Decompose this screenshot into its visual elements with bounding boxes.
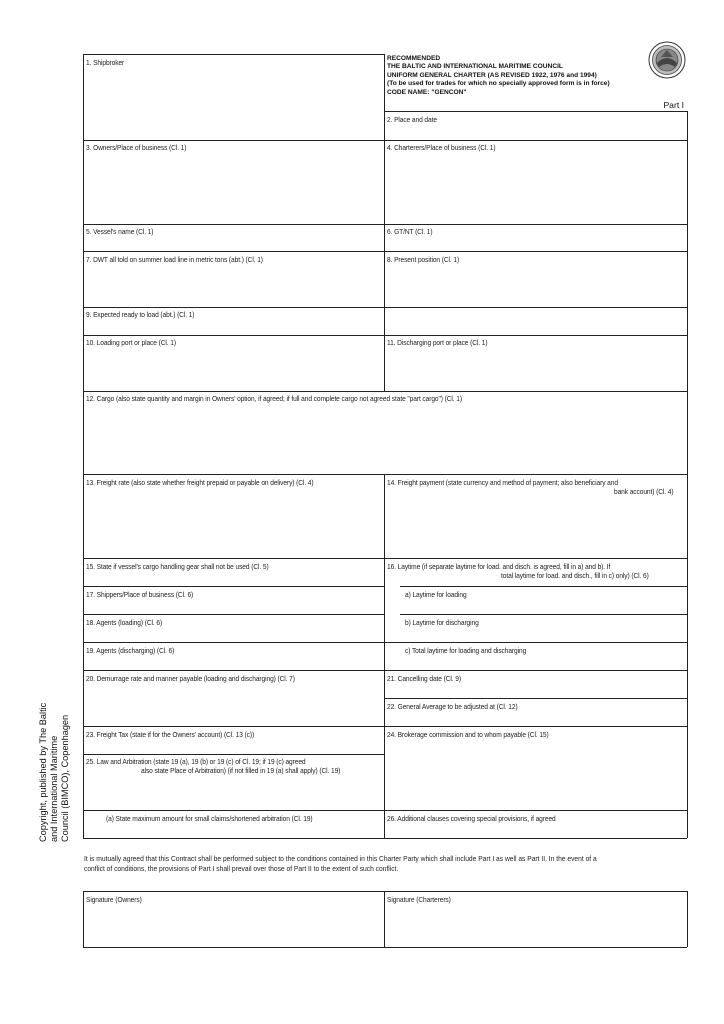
copyright-notice [38,703,72,842]
header-council: THE BALTIC AND INTERNATIONAL MARITIME COUNCIL [387,63,563,71]
box-25a-small-claims: (a) State maximum amount for small claims/shortened arbitration (Cl. 19) [106,814,313,823]
box-14-freight-payment-cont: bank account) (Cl. 4) [614,487,674,496]
copyright-line-3: Council (BIMCO), Copenhagen [60,714,71,842]
box-7-dwt: 7. DWT all told on summer load line in metric tons (abt.) (Cl. 1) [86,255,263,264]
box-25-law-arbitration-cont: also state Place of Arbitration) (if not filled in 19 (a) shall apply) (Cl. 19) [141,766,341,775]
copyright-line-2: and International Maritime [49,735,60,842]
box-17-shippers: 17. Shippers/Place of business (Cl. 6) [86,590,194,599]
box-16a-laytime-loading: a) Laytime for loading [405,590,467,599]
box-16-laytime-cont: total laytime for load. and disch., fill in c) only) (Cl. 6) [501,571,649,580]
box-6-gt-nt: 6. GT/NT (Cl. 1) [387,227,433,236]
box-1-shipbroker: 1. Shipbroker [86,58,125,67]
box-21-cancelling-date: 21. Cancelling date (Cl. 9) [387,674,461,683]
box-13-freight-rate: 13. Freight rate (also state whether freight prepaid or payable on delivery) (Cl. 4) [86,478,314,487]
box-18-agents-loading: 18. Agents (loading) (Cl. 6) [86,618,163,627]
box-4-charterers: 4. Charterers/Place of business (Cl. 1) [387,143,496,152]
box-19-agents-discharging: 19. Agents (discharging) (Cl. 6) [86,646,175,655]
box-3-owners: 3. Owners/Place of business (Cl. 1) [86,143,187,152]
box-16b-laytime-discharging: b) Laytime for discharging [405,618,479,627]
header-usage-note: (To be used for trades for which no specially approved form is in force) [387,80,610,88]
box-8-present-position: 8. Present position (Cl. 1) [387,255,460,264]
signature-owners: Signature (Owners) [86,895,142,904]
box-22-general-average: 22. General Average to be adjusted at (Cl. 12) [387,702,518,711]
box-2-place-date: 2. Place and date [387,115,437,124]
box-16-laytime: 16. Laytime (if separate laytime for load. and disch. is agreed, fill in a) and b). If [387,562,611,571]
box-23-freight-tax: 23. Freight Tax (state if for the Owners' account) (Cl. 13 (c)) [86,730,255,739]
bimco-seal-icon [648,41,686,79]
form-header [387,55,610,97]
box-25-law-arbitration: 25. Law and Arbitration (state 19 (a), 19 (b) or 19 (c) of Cl. 19; if 19 (c) agreed [86,757,306,766]
box-5-vessel-name: 5. Vessel's name (Cl. 1) [86,227,154,236]
box-10-loading-port: 10. Loading port or place (Cl. 1) [86,338,176,347]
signature-charterers: Signature (Charterers) [387,895,451,904]
box-9-expected-ready: 9. Expected ready to load (abt.) (Cl. 1) [86,310,195,319]
box-15-cargo-gear: 15. State if vessel's cargo handling gear shall not be used (Cl. 5) [86,562,269,571]
part-label: Part I [663,100,684,110]
box-20-demurrage: 20. Demurrage rate and manner payable (loading and discharging) (Cl. 7) [86,674,295,683]
header-charter-title: UNIFORM GENERAL CHARTER (AS REVISED 1922, 1976 and 1994) [387,71,597,79]
box-24-brokerage: 24. Brokerage commission and to whom payable (Cl. 15) [387,730,549,739]
box-16c-total-laytime: c) Total laytime for loading and discharging [405,646,527,655]
header-recommended: RECOMMENDED [387,55,441,62]
box-14-freight-payment: 14. Freight payment (state currency and method of payment; also beneficiary and [387,478,618,487]
agreement-text: It is mutually agreed that this Contract shall be performed subject to the conditions contained in this Charter Party which shall include Part I as well as Part II. In the event of a conflict of conditions, the provisions of Part I shall prevail over those of Part II to the extent of such conflict. [84,854,597,873]
box-11-discharging-port: 11. Discharging port or place (Cl. 1) [387,338,488,347]
header-code-name: CODE NAME: "GENCON" [387,88,467,96]
box-26-additional-clauses: 26. Additional clauses covering special provisions, if agreed [387,814,556,823]
copyright-line-1: Copyright, published by The Baltic [38,702,48,842]
box-12-cargo: 12. Cargo (also state quantity and margin in Owners' option, if agreed; if full and complete cargo not agreed state "part cargo") (Cl. 1) [86,394,462,403]
